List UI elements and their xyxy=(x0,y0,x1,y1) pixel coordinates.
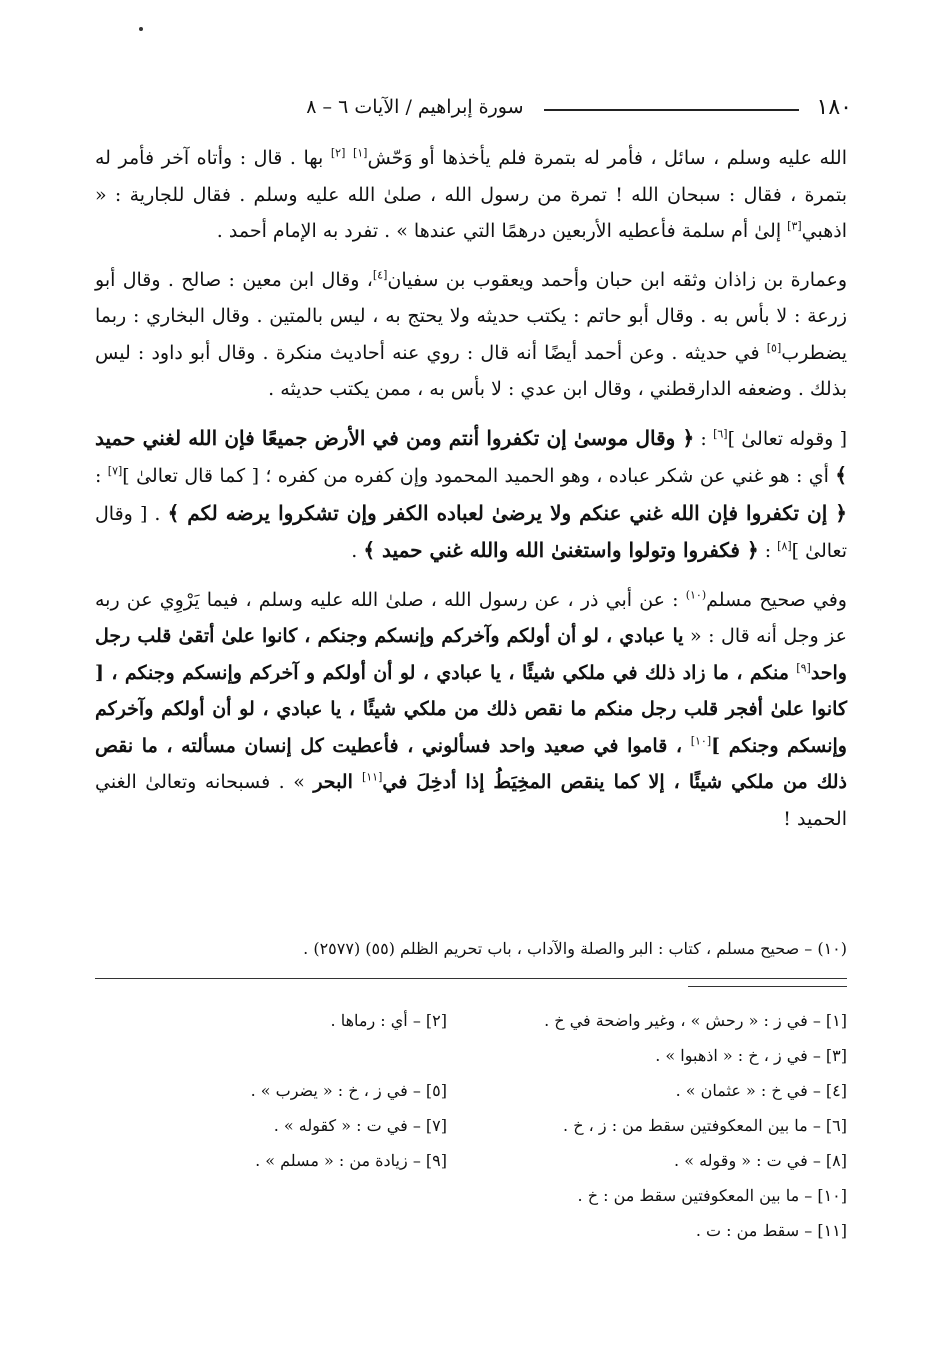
note-row xyxy=(95,1108,847,1143)
note-row xyxy=(95,1143,847,1178)
text-run: بها . قال : وأتاه آخر فأمر له بتمرة ، فقال : سبحان الله ! تمرة من رسول الله ، صلىٰ الله عليه وسلم . فقال للجارية : « اذهبي xyxy=(95,147,847,242)
text-run: : عن أبي ذر ، عن رسول الله ، صلىٰ الله عليه وسلم ، فيما يَرْوِي عن ربه عز وجل أنه قال : « xyxy=(95,588,848,647)
note-marker: [٧] xyxy=(107,464,123,478)
variant-notes xyxy=(95,1003,847,1248)
note-row xyxy=(95,1038,847,1073)
paragraph-2 xyxy=(95,262,847,408)
main-text xyxy=(95,140,847,849)
note-marker: [٣] xyxy=(787,219,802,233)
text-run: : xyxy=(758,540,778,562)
text-run xyxy=(345,147,353,169)
note-item: [٥] – في ز ، خ : « يضرب » . xyxy=(250,1081,447,1100)
text-run: الله عليه وسلم ، سائل ، فأمر له بتمرة فلم يأخذها أو وَحّش xyxy=(367,147,847,169)
footnote-marker: (١٠) xyxy=(685,588,707,602)
note-item: [١٠] – ما بين المعكوفتين سقط من : خ . xyxy=(577,1186,847,1205)
note-item xyxy=(95,1213,447,1248)
note-item: [٩] – زيادة من : « مسلم » . xyxy=(255,1151,447,1170)
footnote-rule-short xyxy=(688,986,847,987)
text-run: أي : هو غني عن شكر عباده ، وهو الحميد المحمود وإن كفره من كفره ؛ [ كما قال تعالىٰ ] xyxy=(122,465,836,487)
running-header xyxy=(92,92,852,122)
note-row xyxy=(95,1073,847,1108)
text-run: وعمارة بن زاذان وثقه ابن حبان وأحمد ويعقوب بن سفيان xyxy=(387,268,847,291)
paragraph-3 xyxy=(95,420,847,570)
note-marker: [٩] xyxy=(796,661,811,675)
header-rule xyxy=(544,109,799,111)
note-item xyxy=(95,1178,447,1213)
note-row xyxy=(95,1178,847,1213)
note-row xyxy=(95,1003,847,1038)
note-marker: [١٠] xyxy=(690,734,712,748)
text-run: : xyxy=(694,427,714,450)
text-run: ، وقال ابن معين : صالح . وقال أبو زرعة : لا بأس به . وقال أبو حاتم : يكتب حديثه ولا يحتج به ، ليس بالمتين . وقال البخاري : ربما يضطرب xyxy=(95,268,847,364)
footnote-rule xyxy=(95,978,847,979)
note-item: [٤] – في خ : « عثمان » . xyxy=(675,1081,847,1100)
quran-verse: ﴿ وقال موسىٰ إن تكفروا أنتم ومن في الأرض جميعًا فإن الله لغني حميد ﴾ xyxy=(95,425,847,487)
hadith-text: يا عبادي ، لو أن أولكم وآخركم وإنسكم وجنكم ، كانوا علىٰ أتقىٰ قلب رجل واحد xyxy=(95,625,847,684)
hadith-text: منكم ، ما زاد ذلك في ملكي شيئًا ، يا عبادي ، لو أن أولكم و آخركم وإنسكم وجنكم ، [ كانوا علىٰ أفجر قلب رجل منكم ما نقص ذلك من ملكي شيئًا ، يا عبادي ، لو أن أولكم وآخركم وإنسكم وجنكم ] xyxy=(95,661,847,757)
note-item: [١١] – سقط من : ت . xyxy=(695,1221,847,1240)
note-item xyxy=(95,1038,447,1073)
header-title: سورة إبراهيم / الآيات ٦ – ٨ xyxy=(306,96,524,118)
note-row xyxy=(95,1213,847,1248)
text-run: . [ وقال تعالىٰ ] xyxy=(95,502,847,562)
text-run: إلىٰ أم سلمة فأعطيه الأربعين درهمًا التي عندها » . تفرد به الإمام أحمد . xyxy=(216,220,788,242)
note-item: [٧] – في ت : « كقوله » . xyxy=(273,1116,447,1135)
note-item: [٢] – أي : رماها . xyxy=(330,1011,447,1030)
page-number: ١٨٠ xyxy=(816,94,852,120)
paragraph-1 xyxy=(95,140,847,250)
text-run: [ وقوله تعالىٰ ] xyxy=(727,427,847,450)
note-item: [٣] – في ز ، خ : « اذهبوا » . xyxy=(655,1046,847,1065)
text-run: وفي صحيح مسلم xyxy=(706,588,847,611)
paragraph-4 xyxy=(95,582,847,838)
note-item: [٦] – ما بين المعكوفتين سقط من : ز ، خ . xyxy=(563,1116,847,1135)
note-marker: [٦] xyxy=(713,427,728,441)
ink-dot xyxy=(139,27,143,31)
hadith-text: ، قاموا في صعيد واحد فسألوني ، فأعطيت كل إنسان مسألته ، ما نقص ذلك من ملكي شيئًا ، إلا كما ينقص المخِيَطُ إذا أدخِلَ في xyxy=(95,734,847,793)
text-run: » . فسبحانه وتعالىٰ الغني الحميد ! xyxy=(95,771,847,830)
text-run: : xyxy=(95,465,108,487)
note-marker: [١] xyxy=(352,146,368,160)
text-run: . xyxy=(351,540,364,562)
note-item: [٨] – في ت : « وقوله » . xyxy=(674,1151,847,1170)
note-marker: [٤] xyxy=(372,268,388,282)
note-marker: [٨] xyxy=(777,539,792,553)
quran-verse: ﴿ فكفروا وتولوا واستغنىٰ الله والله غني حميد ﴾ xyxy=(363,538,759,562)
hadith-text: البحر xyxy=(313,771,362,793)
note-marker: [١١] xyxy=(361,770,383,784)
quran-verse: ﴿ إن تكفروا فإن الله غني عنكم ولا يرضىٰ لعباده الكفر وإن تشكروا يرضه لكم ﴾ xyxy=(167,500,847,525)
note-marker: [٥] xyxy=(766,341,782,355)
note-marker: [٢] xyxy=(330,146,346,160)
note-item: [١] – في ز : « رحش » ، وغير واضحة في خ . xyxy=(544,1011,847,1030)
text-run: في حديثه . وعن أحمد أيضًا أنه قال : روي عنه أحاديث منكرة . وقال أبو داود : ليس بذلك . وضعفه الدارقطني ، وقال ابن عدي : لا بأس به ، ممن يكتب حديثه . xyxy=(95,341,847,400)
footnote-source: (١٠) – صحيح مسلم ، كتاب : البر والصلة والآداب ، باب تحريم الظلم (٥٥) (٢٥٧٧) . xyxy=(303,939,847,958)
